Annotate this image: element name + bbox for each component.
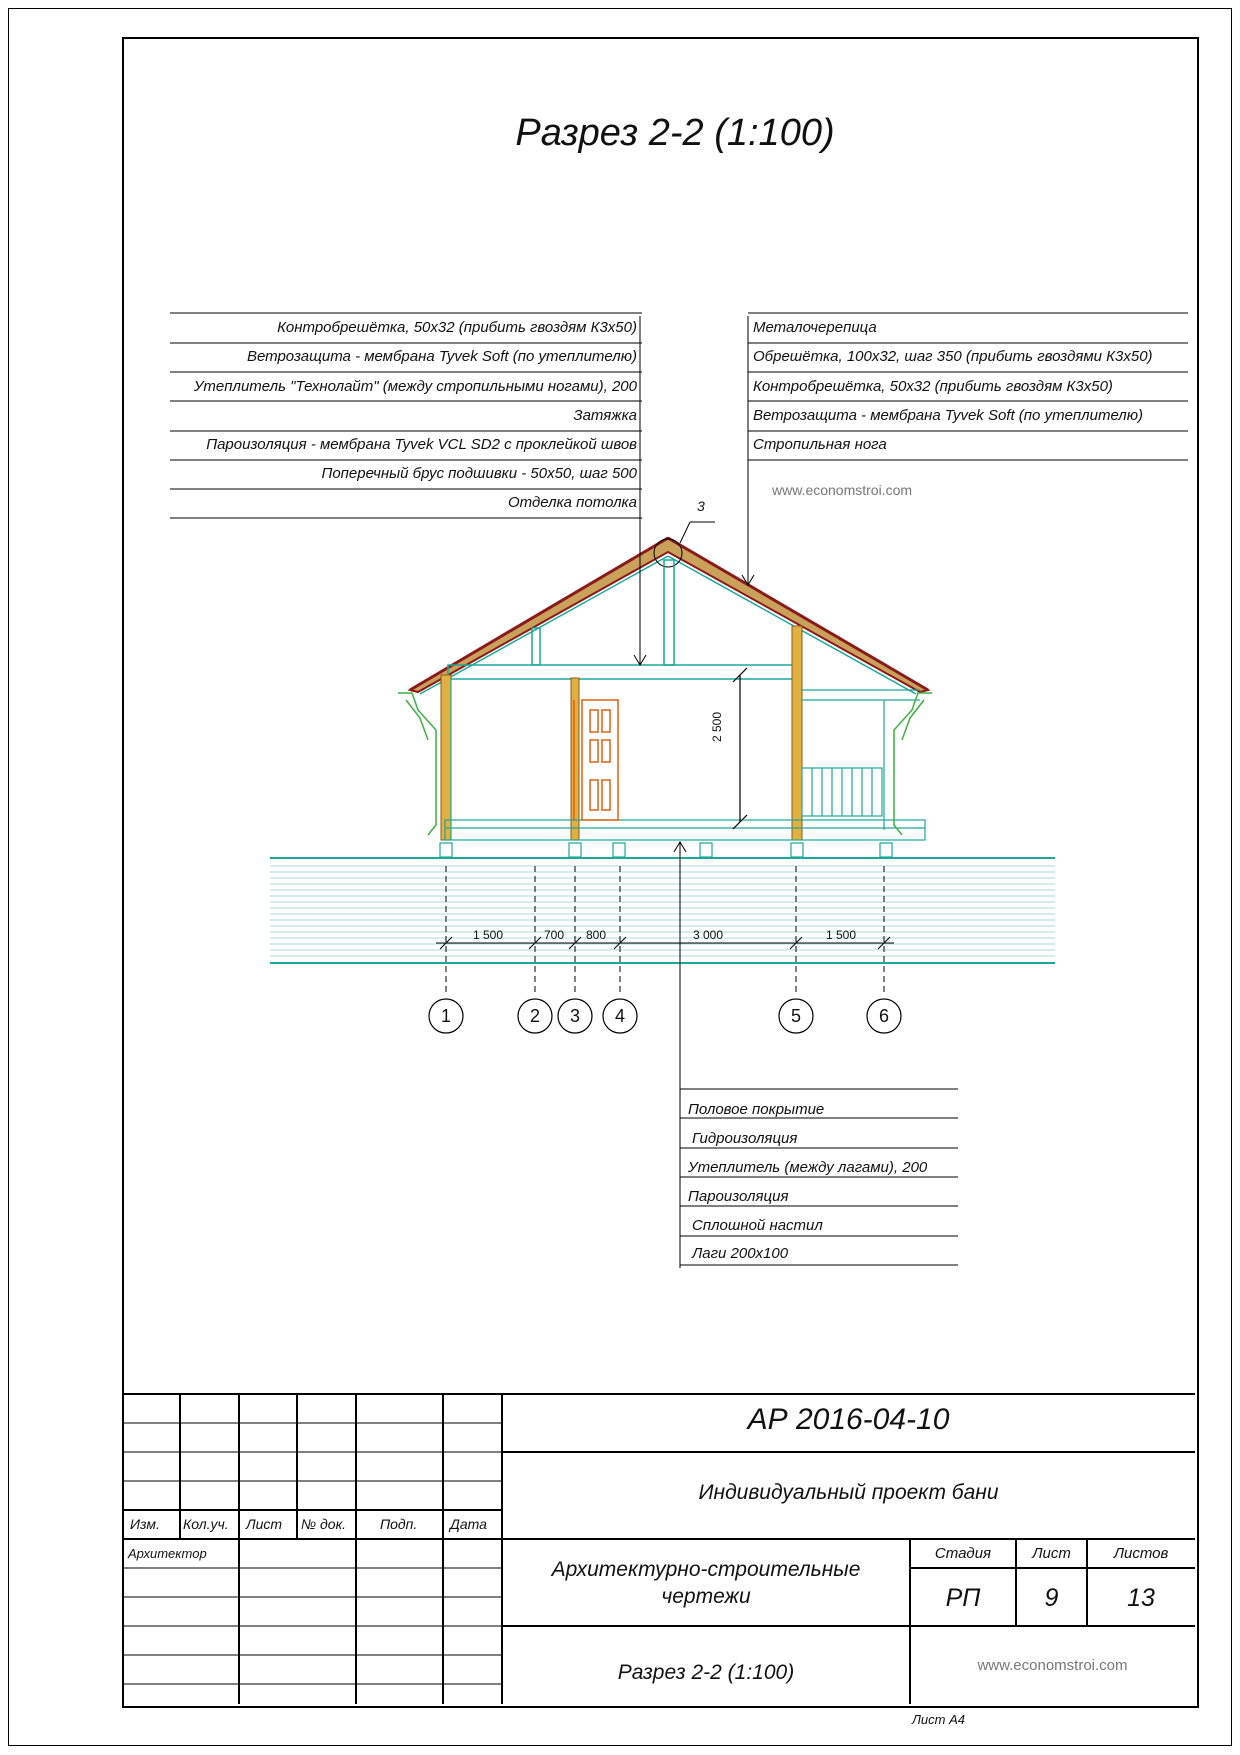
header-sign: Подп. <box>380 1516 418 1532</box>
stage-value: РП <box>945 1584 981 1612</box>
node-label: 3 <box>697 498 705 514</box>
sheets-value: 13 <box>1127 1584 1155 1612</box>
sheet-name: Разрез 2-2 (1:100) <box>617 1661 795 1684</box>
height-dimension-text: 2 500 <box>710 711 724 742</box>
header-list: Лист <box>246 1516 283 1532</box>
dimension-4: 3 000 <box>693 928 724 942</box>
section-name-line2: чертежи <box>661 1585 751 1608</box>
callout-floor-3: Утеплитель (между лагами), 200 <box>688 1159 928 1176</box>
callout-right-1: Металочерепица <box>753 319 877 336</box>
callout-right-4: Ветрозащита - мембрана Tyvek Soft (по утеплителю) <box>753 407 1144 424</box>
dimension-5: 1 500 <box>826 928 857 942</box>
axis-label-1: 1 <box>440 1006 451 1026</box>
callout-right-2: Обрешётка, 100х32, шаг 350 (прибить гвоздями К3х50) <box>753 348 1153 365</box>
callout-left-1: Контробрешётка, 50х32 (прибить гвоздям К3х50) <box>277 319 637 336</box>
callout-left-4: Затяжка <box>573 407 637 424</box>
stage-label: Стадия <box>934 1545 992 1562</box>
header-izm: Изм. <box>130 1516 160 1532</box>
role-architect: Архитектор <box>128 1546 207 1561</box>
sheet-value: 9 <box>1044 1584 1059 1612</box>
axis-label-4: 4 <box>614 1006 625 1026</box>
section-name-line1: Архитектурно-строительные <box>551 1558 861 1581</box>
dimension-3: 800 <box>586 928 607 942</box>
callout-left-5: Пароизоляция - мембрана Tyvek VCL SD2 с проклейкой швов <box>206 436 637 453</box>
sheet-format-label: Лист А4 <box>912 1712 965 1727</box>
axis-label-5: 5 <box>790 1006 801 1026</box>
callout-floor-5: Сплошной настил <box>692 1217 823 1234</box>
sheet-title: Разрез 2-2 (1:100) <box>515 112 835 154</box>
callout-right-3: Контробрешётка, 50х32 (прибить гвоздям К3х50) <box>753 378 1113 395</box>
header-kol-uch: Кол.уч. <box>183 1516 229 1532</box>
axis-label-2: 2 <box>529 1006 540 1026</box>
sheet-label: Лист <box>1032 1545 1071 1562</box>
callout-floor-6: Лаги 200х100 <box>692 1245 789 1262</box>
callout-left-6: Поперечный брус подшивки - 50х50, шаг 500 <box>321 465 637 482</box>
dimension-1: 1 500 <box>473 928 504 942</box>
website-watermark: www.economstroi.com <box>772 482 913 498</box>
dimension-2: 700 <box>544 928 565 942</box>
document-code: АР 2016-04-10 <box>747 1403 950 1436</box>
callout-left-3: Утеплитель "Технолайт" (между стропильными ногами), 200 <box>193 378 637 395</box>
callout-left-2: Ветрозащита - мембрана Tyvek Soft (по утеплителю) <box>246 348 637 365</box>
header-doc-no: № док. <box>301 1516 347 1532</box>
project-name: Индивидуальный проект бани <box>698 1481 999 1504</box>
title-block-website: www.economstroi.com <box>977 1657 1128 1674</box>
header-date: Дата <box>450 1516 487 1532</box>
callout-floor-2: Гидроизоляция <box>692 1130 798 1147</box>
callout-left-7: Отделка потолка <box>507 494 637 511</box>
sheets-label: Листов <box>1113 1545 1169 1562</box>
axis-label-3: 3 <box>569 1006 580 1026</box>
callout-right-5: Стропильная нога <box>753 436 887 453</box>
callout-floor-1: Половое покрытие <box>688 1101 825 1118</box>
axis-label-6: 6 <box>878 1006 889 1026</box>
callout-floor-4: Пароизоляция <box>688 1188 789 1205</box>
